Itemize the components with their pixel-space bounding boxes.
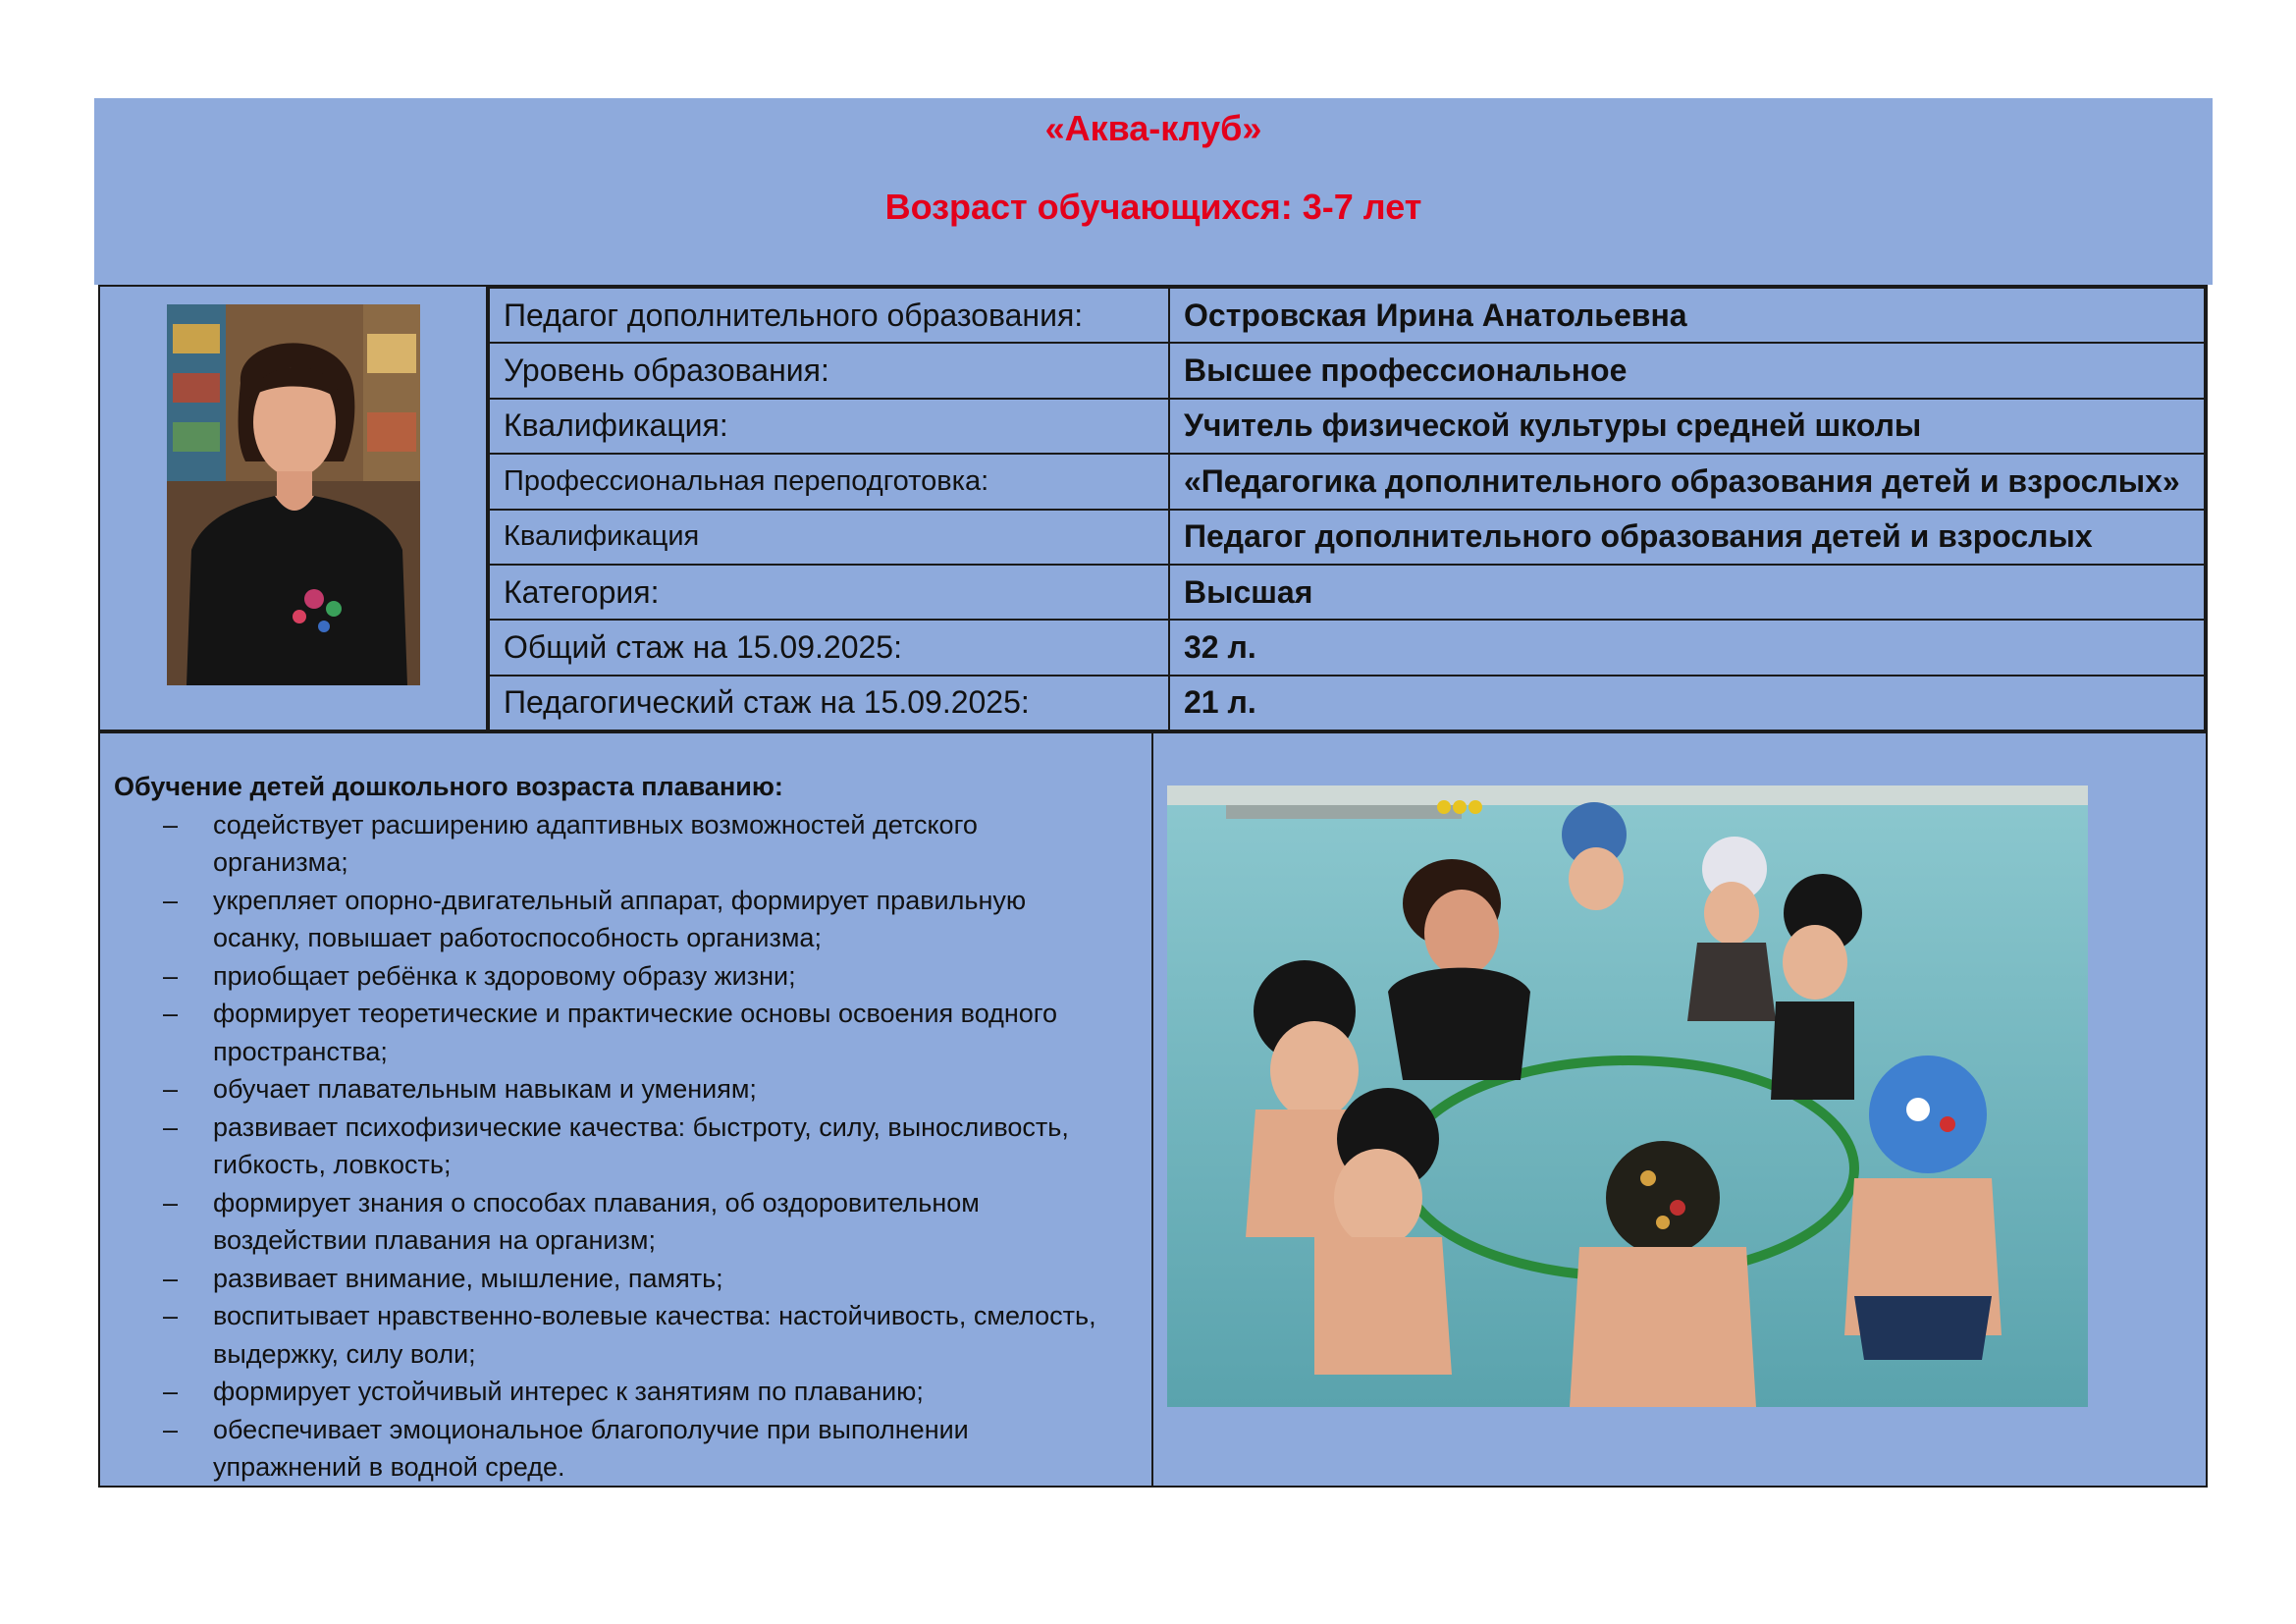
benefit-item xyxy=(114,919,1145,957)
benefit-item xyxy=(114,1146,1145,1184)
info-label: Квалификация xyxy=(489,510,1169,565)
bullet-dash: – xyxy=(163,960,179,991)
pool-photo xyxy=(1167,785,2088,1407)
info-value: Островская Ирина Анатольевна xyxy=(1169,288,2205,343)
benefit-item xyxy=(114,1411,1145,1449)
age-subtitle: Возраст обучающихся: 3-7 лет xyxy=(884,187,1422,227)
info-value: Высшая xyxy=(1169,565,2205,620)
info-label: Профессиональная переподготовка: xyxy=(489,454,1169,509)
benefit-text: выдержку, силу воли; xyxy=(213,1338,476,1369)
column-divider xyxy=(1151,731,1153,1486)
teacher-info-table xyxy=(488,287,2206,731)
benefit-item xyxy=(114,1335,1145,1374)
benefits-title: Обучение детей дошкольного возраста плаванию: xyxy=(114,772,783,801)
info-label: Педагогический стаж на 15.09.2025: xyxy=(489,676,1169,731)
benefit-text: приобщает ребёнка к здоровому образу жизни; xyxy=(213,960,796,991)
benefit-item xyxy=(114,1109,1145,1147)
info-row xyxy=(489,676,2205,731)
benefit-item xyxy=(114,1373,1145,1411)
bullet-dash: – xyxy=(163,1414,179,1444)
benefit-item xyxy=(114,1033,1145,1071)
info-row xyxy=(489,565,2205,620)
info-value: 21 л. xyxy=(1169,676,2205,731)
benefit-item xyxy=(114,1184,1145,1222)
bullet-dash: – xyxy=(163,1377,179,1406)
info-row xyxy=(489,399,2205,454)
info-row xyxy=(489,510,2205,565)
teacher-portrait xyxy=(167,304,420,685)
benefit-text: развивает психофизические качества: быстроту, силу, выносливость, xyxy=(213,1111,1069,1142)
benefit-text: упражнений в водной среде. xyxy=(213,1452,565,1482)
bullet-dash: – xyxy=(163,1263,179,1293)
benefits-section xyxy=(114,768,1145,1487)
benefit-item xyxy=(114,1260,1145,1298)
benefit-text: укрепляет опорно-двигательный аппарат, формирует правильную xyxy=(213,885,1027,915)
benefit-item xyxy=(114,806,1145,844)
info-value: 32 л. xyxy=(1169,620,2205,675)
page-title: «Аква-клуб» xyxy=(1044,108,1262,148)
info-label: Категория: xyxy=(489,565,1169,620)
benefit-item xyxy=(114,995,1145,1033)
benefit-text: содействует расширению адаптивных возможностей детского xyxy=(213,809,978,839)
info-row xyxy=(489,620,2205,675)
benefit-text: формирует устойчивый интерес к занятиям по плаванию; xyxy=(213,1377,924,1406)
bullet-dash: – xyxy=(163,1187,179,1218)
benefit-text: обучает плавательным навыкам и умениям; xyxy=(213,1074,757,1104)
info-label: Квалификация: xyxy=(489,399,1169,454)
portrait-cell xyxy=(100,287,488,731)
benefit-text: обеспечивает эмоциональное благополучие при выполнении xyxy=(213,1414,969,1444)
benefit-item xyxy=(114,843,1145,882)
info-row xyxy=(489,288,2205,343)
benefit-item xyxy=(114,1448,1145,1487)
benefit-item xyxy=(114,1297,1145,1335)
benefit-text: организма; xyxy=(213,847,348,877)
benefit-text: развивает внимание, мышление, память; xyxy=(213,1263,723,1293)
benefit-item xyxy=(114,882,1145,920)
info-value: Высшее профессиональное xyxy=(1169,343,2205,398)
benefit-text: воздействии плавания на организм; xyxy=(213,1225,656,1255)
bullet-dash: – xyxy=(163,809,179,839)
info-value: Педагог дополнительного образования детей и взрослых xyxy=(1169,510,2205,565)
benefit-text: формирует знания о способах плавания, об оздоровительном xyxy=(213,1187,980,1218)
bullet-dash: – xyxy=(163,885,179,915)
benefit-text: формирует теоретические и практические основы освоения водного xyxy=(213,999,1058,1028)
header-banner xyxy=(94,98,2213,285)
benefit-item xyxy=(114,1221,1145,1260)
benefit-text: осанку, повышает работоспособность организма; xyxy=(213,923,822,952)
benefit-text: пространства; xyxy=(213,1036,388,1066)
bullet-dash: – xyxy=(163,1111,179,1142)
info-value: Учитель физической культуры средней школы xyxy=(1169,399,2205,454)
bullet-dash: – xyxy=(163,1074,179,1104)
info-row xyxy=(489,454,2205,509)
info-value: «Педагогика дополнительного образования детей и взрослых» xyxy=(1169,454,2205,509)
info-label: Уровень образования: xyxy=(489,343,1169,398)
info-label: Общий стаж на 15.09.2025: xyxy=(489,620,1169,675)
benefit-text: гибкость, ловкость; xyxy=(213,1150,452,1179)
bullet-dash: – xyxy=(163,1301,179,1330)
benefit-item xyxy=(114,1070,1145,1109)
info-row xyxy=(489,343,2205,398)
benefit-item xyxy=(114,957,1145,996)
benefit-text: воспитывает нравственно-волевые качества: настойчивость, смелость, xyxy=(213,1301,1096,1330)
content-table xyxy=(98,285,2208,1488)
info-label: Педагог дополнительного образования: xyxy=(489,288,1169,343)
bullet-dash: – xyxy=(163,999,179,1028)
benefits-list xyxy=(114,806,1145,1487)
